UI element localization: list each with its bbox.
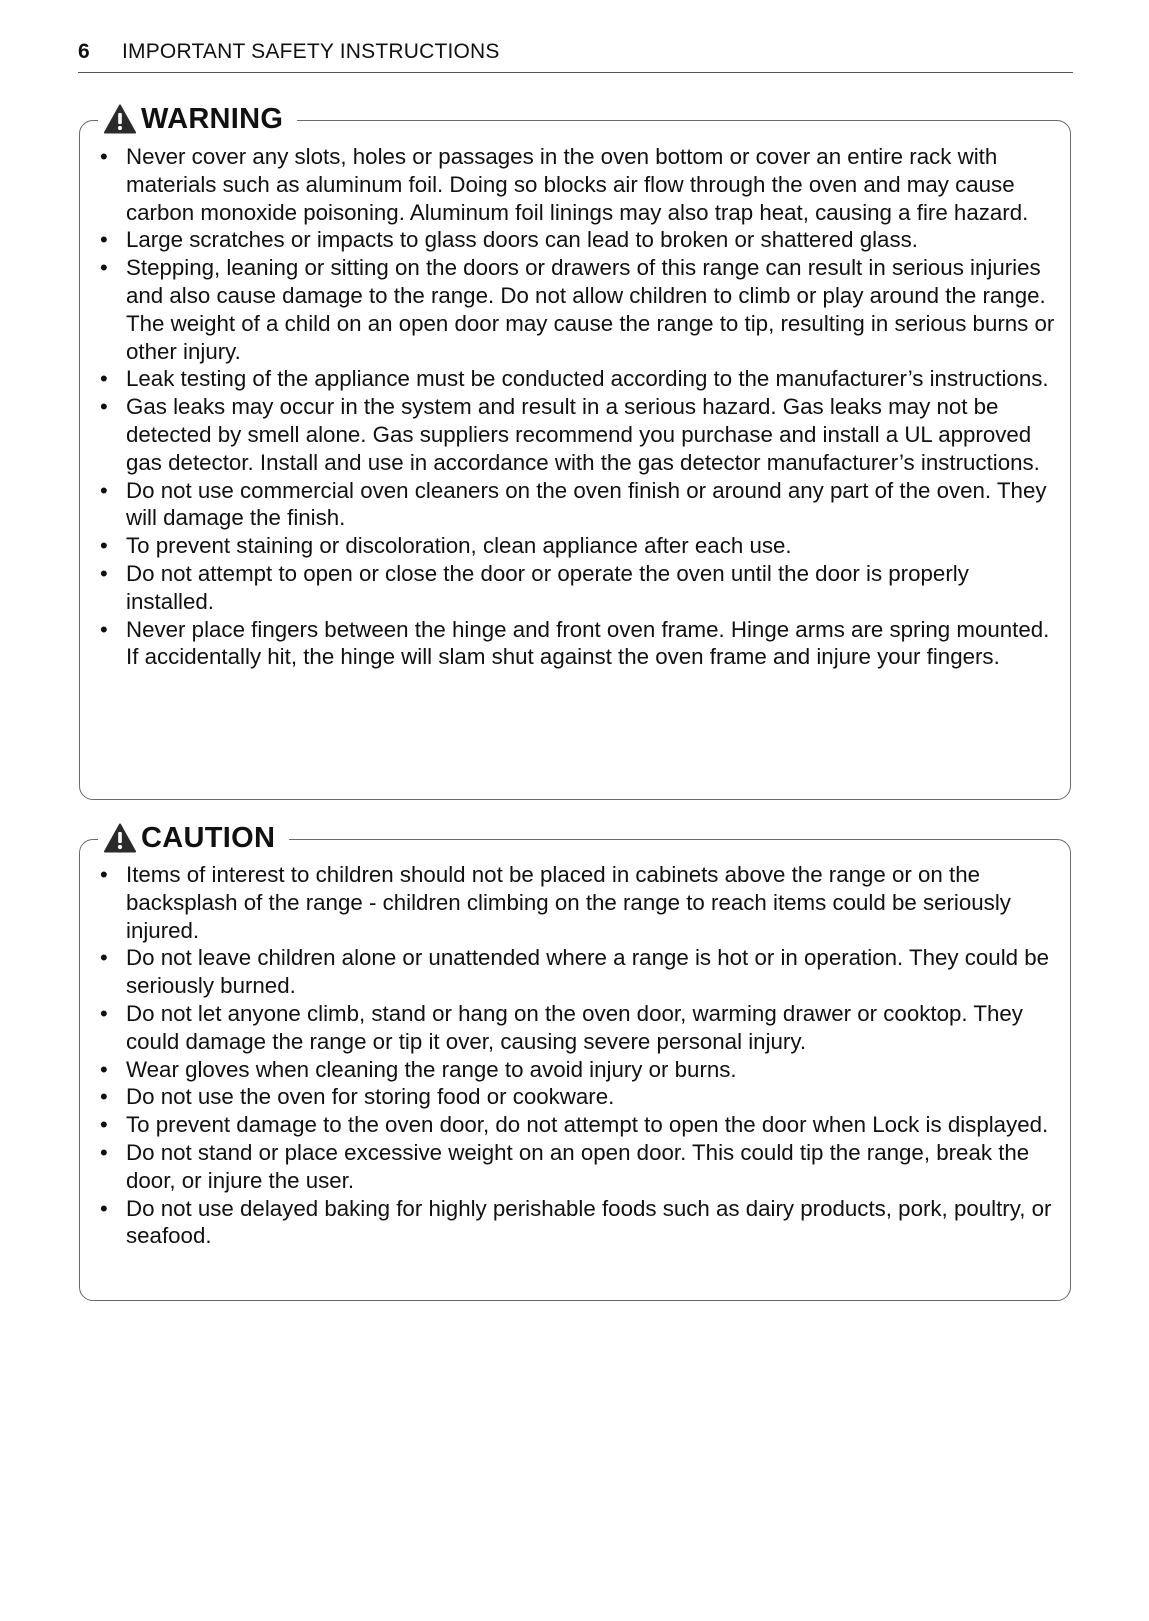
bullet-icon: • [100, 1000, 108, 1026]
bullet-icon: • [100, 560, 108, 586]
bullet-icon: • [100, 477, 108, 503]
list-item [91, 861, 1058, 944]
bullet-icon: • [100, 366, 108, 392]
bullet-icon: • [100, 945, 108, 971]
list-item-text: Never cover any slots, holes or passages in the oven bottom or cover an entire rack with materials such as aluminum foil. Doing so blocks air flow through the oven and may cause carbon monoxide poisoning. Aluminum foil linings may also trap heat, causing a fire hazard. [126, 144, 1029, 225]
list-item-text: Do not use delayed baking for highly perishable foods such as dairy products, pork, poultry, or seafood. [126, 1195, 1052, 1249]
bullet-icon: • [100, 394, 108, 420]
list-item-text: Do not use commercial oven cleaners on the oven finish or around any part of the oven. They will damage the finish. [126, 477, 1047, 531]
bullet-icon: • [100, 616, 108, 642]
list-item-text: Do not use the oven for storing food or cookware. [126, 1084, 615, 1110]
caution-list [91, 861, 1058, 1250]
list-item-text: Never place fingers between the hinge and front oven frame. Hinge arms are spring mounted. If accidentally hit, the hinge will slam shut against the oven frame and injure your fingers. [126, 616, 1050, 670]
list-item-text: Do not let anyone climb, stand or hang on the oven door, warming drawer or cooktop. They could damage the range or tip it over, causing severe personal injury. [126, 1000, 1023, 1054]
caution-heading [98, 818, 289, 858]
list-item [91, 477, 1058, 533]
list-item-text: Leak testing of the appliance must be conducted according to the manufacturer’s instructions. [126, 366, 1049, 392]
bullet-icon: • [100, 862, 108, 887]
warning-triangle-icon [104, 823, 136, 853]
bullet-icon: • [100, 227, 108, 253]
page-number: 6 [78, 40, 90, 63]
list-item [91, 1111, 1058, 1139]
list-item [91, 254, 1058, 365]
list-item [91, 616, 1058, 672]
list-item-text: To prevent staining or discoloration, clean appliance after each use. [126, 533, 792, 559]
list-item [91, 1056, 1058, 1084]
warning-title: WARNING [141, 103, 284, 135]
list-item [91, 393, 1058, 476]
list-item-text: To prevent damage to the oven door, do not attempt to open the door when Lock is displayed. [126, 1112, 1049, 1138]
list-item-text: Wear gloves when cleaning the range to avoid injury or burns. [126, 1056, 737, 1082]
list-item [91, 944, 1058, 1000]
bullet-icon: • [100, 1112, 108, 1138]
list-item [91, 365, 1058, 393]
list-item-text: Do not attempt to open or close the door or operate the oven until the door is properly installed. [126, 560, 969, 614]
warning-section [79, 103, 1071, 800]
list-item [91, 226, 1058, 254]
bullet-icon: • [100, 255, 108, 281]
list-item [91, 560, 1058, 616]
warning-heading [98, 99, 297, 139]
warning-list [91, 143, 1058, 671]
list-item [91, 1139, 1058, 1195]
bullet-icon: • [100, 1139, 108, 1165]
list-item-text: Do not leave children alone or unattended where a range is hot or in operation. They could be seriously burned. [126, 945, 1050, 999]
list-item [91, 532, 1058, 560]
list-item-text: Items of interest to children should not be placed in cabinets above the range or on the backsplash of the range - children climbing on the range to reach items could be seriously injured. [126, 862, 1011, 943]
bullet-icon: • [100, 144, 108, 169]
list-item [91, 1195, 1058, 1251]
list-item-text: Gas leaks may occur in the system and result in a serious hazard. Gas leaks may not be detected by smell alone. Gas suppliers recommend you purchase and install a UL approved gas detector. Install and use in accordance with the gas detector manufacturer’s instructions. [126, 394, 1040, 475]
bullet-icon: • [100, 1195, 108, 1221]
list-item [91, 143, 1058, 226]
page-header [78, 38, 1073, 73]
list-item-text: Large scratches or impacts to glass doors can lead to broken or shattered glass. [126, 227, 918, 253]
caution-title: CAUTION [141, 822, 276, 854]
list-item-text: Stepping, leaning or sitting on the doors or drawers of this range can result in serious injuries and also cause damage to the range. Do not allow children to climb or play around the range. The weight of a child on an open door may cause the range to tip, resulting in serious burns or other injury. [126, 255, 1055, 364]
bullet-icon: • [100, 533, 108, 559]
caution-section [79, 822, 1071, 1301]
bullet-icon: • [100, 1056, 108, 1082]
page-header-title: IMPORTANT SAFETY INSTRUCTIONS [122, 40, 500, 63]
list-item [91, 1083, 1058, 1111]
warning-triangle-icon [104, 104, 136, 134]
list-item-text: Do not stand or place excessive weight on an open door. This could tip the range, break the door, or injure the user. [126, 1139, 1030, 1193]
list-item [91, 1000, 1058, 1056]
bullet-icon: • [100, 1084, 108, 1110]
